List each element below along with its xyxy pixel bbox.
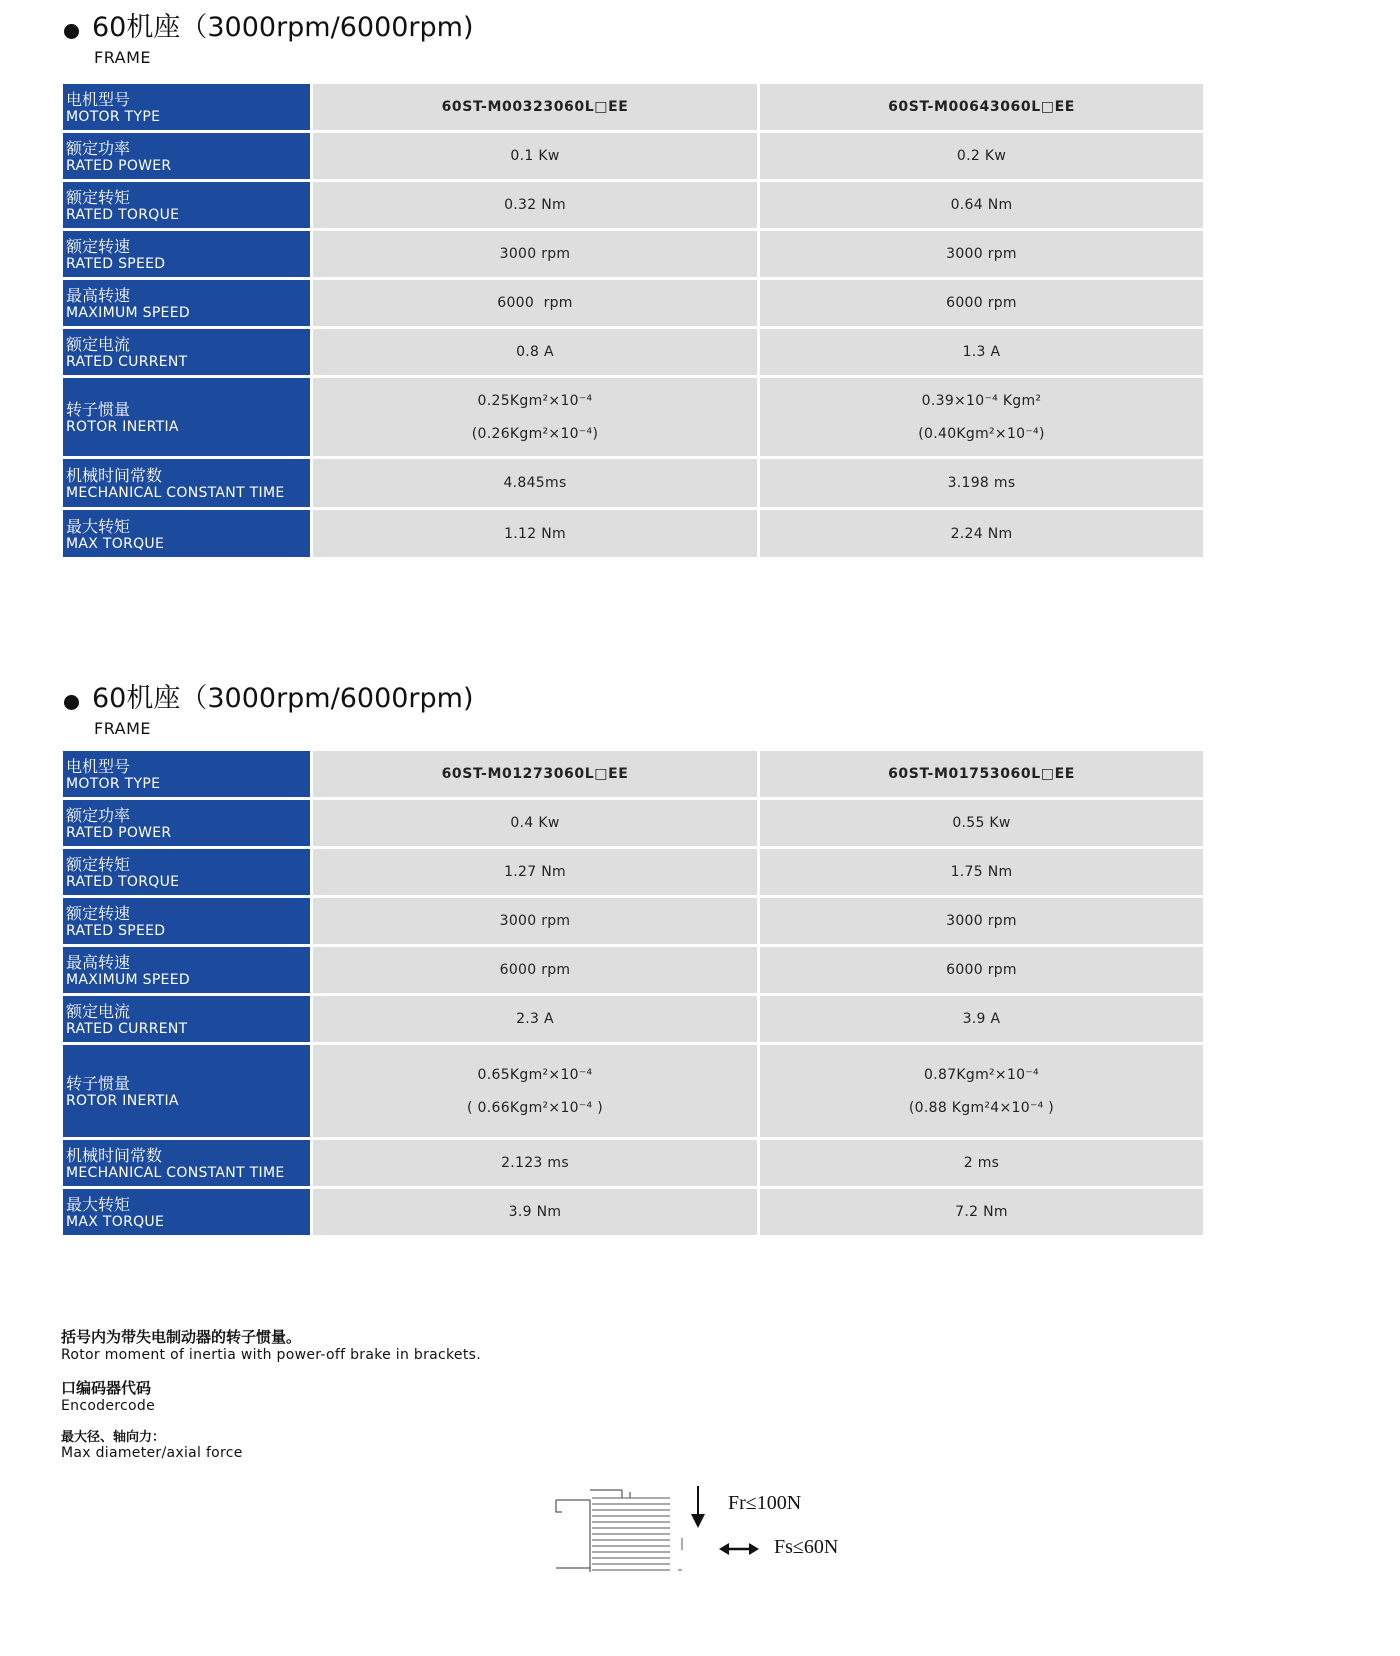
value-cell: 6000 rpm bbox=[313, 947, 757, 993]
value-cell: 6000 rpm bbox=[313, 280, 757, 326]
value-cell: 1.75 Nm bbox=[760, 849, 1203, 895]
table-row bbox=[63, 1140, 1203, 1186]
value-cell: 0.39×10⁻⁴ Kgm² (0.40Kgm²×10⁻⁴) bbox=[760, 378, 1203, 456]
force-note-cn: 最大径、轴向力： bbox=[61, 1430, 166, 1445]
table-row bbox=[63, 280, 1203, 326]
value-cell: 2 ms bbox=[760, 1140, 1203, 1186]
force-note-en: Max diameter/axial force bbox=[61, 1445, 243, 1461]
value-cell: 0.8 A bbox=[313, 329, 757, 375]
section-subtitle: FRAME bbox=[94, 48, 152, 67]
row-label: 机械时间常数 MECHANICAL CONSTANT TIME bbox=[63, 1140, 310, 1186]
table-row bbox=[63, 182, 1203, 228]
row-label: 额定转速 RATED SPEED bbox=[63, 898, 310, 944]
value-cell: 0.2 Kw bbox=[760, 133, 1203, 179]
table-row bbox=[63, 133, 1203, 179]
value-cell: 7.2 Nm bbox=[760, 1189, 1203, 1235]
value-cell: 3000 rpm bbox=[760, 898, 1203, 944]
row-label: 额定功率 RATED POWER bbox=[63, 800, 310, 846]
row-label: 最高转速 MAXIMUM SPEED bbox=[63, 947, 310, 993]
value-cell: 6000 rpm bbox=[760, 280, 1203, 326]
bullet-icon bbox=[64, 24, 79, 39]
value-cell: 3000 rpm bbox=[760, 231, 1203, 277]
model-cell: 60ST-M01273060L□EE bbox=[313, 751, 757, 797]
value-cell: 3.198 ms bbox=[760, 459, 1203, 507]
model-cell: 60ST-M00643060L□EE bbox=[760, 84, 1203, 130]
footnotes bbox=[61, 1326, 661, 1461]
table-row bbox=[63, 849, 1203, 895]
table-row bbox=[63, 329, 1203, 375]
table-row bbox=[63, 751, 1203, 797]
value-cell: 0.1 Kw bbox=[313, 133, 757, 179]
row-label: 额定电流 RATED CURRENT bbox=[63, 329, 310, 375]
table-row bbox=[63, 231, 1203, 277]
arrow-down-icon bbox=[688, 1486, 708, 1530]
value-cell: 0.25Kgm²×10⁻⁴ (0.26Kgm²×10⁻⁴) bbox=[313, 378, 757, 456]
section-title: 60机座（3000rpm/6000rpm) bbox=[92, 683, 474, 714]
table-row bbox=[63, 898, 1203, 944]
value-cell: 3.9 A bbox=[760, 996, 1203, 1042]
section-title: 60机座（3000rpm/6000rpm) bbox=[92, 12, 474, 43]
value-cell: 1.27 Nm bbox=[313, 849, 757, 895]
value-cell: 3000 rpm bbox=[313, 898, 757, 944]
value-cell: 2.123 ms bbox=[313, 1140, 757, 1186]
row-label: 最大转矩 MAX TORQUE bbox=[63, 510, 310, 557]
value-cell: 0.64 Nm bbox=[760, 182, 1203, 228]
value-cell: 3000 rpm bbox=[313, 231, 757, 277]
value-cell: 0.32 Nm bbox=[313, 182, 757, 228]
encoder-note-en: Encodercode bbox=[61, 1398, 155, 1414]
double-arrow-icon bbox=[719, 1541, 759, 1557]
row-label: 额定转速 RATED SPEED bbox=[63, 231, 310, 277]
value-cell: 4.845ms bbox=[313, 459, 757, 507]
row-label: 额定转矩 RATED TORQUE bbox=[63, 849, 310, 895]
table-row bbox=[63, 1045, 1203, 1137]
table-row bbox=[63, 378, 1203, 456]
value-cell: 0.87Kgm²×10⁻⁴ (0.88 Kgm²4×10⁻⁴ ) bbox=[760, 1045, 1203, 1137]
model-cell: 60ST-M00323060L□EE bbox=[313, 84, 757, 130]
row-label: 电机型号 MOTOR TYPE bbox=[63, 751, 310, 797]
value-cell: 1.3 A bbox=[760, 329, 1203, 375]
bullet-icon bbox=[64, 695, 79, 710]
model-cell: 60ST-M01753060L□EE bbox=[760, 751, 1203, 797]
row-label: 最大转矩 MAX TORQUE bbox=[63, 1189, 310, 1235]
section-subtitle: FRAME bbox=[94, 719, 152, 738]
brake-note-en: Rotor moment of inertia with power-off brake in brackets. bbox=[61, 1347, 481, 1363]
row-label: 额定功率 RATED POWER bbox=[63, 133, 310, 179]
row-label: 额定转矩 RATED TORQUE bbox=[63, 182, 310, 228]
value-cell: 2.3 A bbox=[313, 996, 757, 1042]
value-cell: 6000 rpm bbox=[760, 947, 1203, 993]
table-row bbox=[63, 510, 1203, 557]
row-label: 电机型号 MOTOR TYPE bbox=[63, 84, 310, 130]
encoder-note-cn: 口编码器代码 bbox=[61, 1379, 152, 1397]
value-cell: 0.65Kgm²×10⁻⁴ ( 0.66Kgm²×10⁻⁴ ) bbox=[313, 1045, 757, 1137]
row-label: 转子惯量 ROTOR INERTIA bbox=[63, 1045, 310, 1137]
table-row bbox=[63, 947, 1203, 993]
value-cell: 0.55 Kw bbox=[760, 800, 1203, 846]
value-cell: 2.24 Nm bbox=[760, 510, 1203, 557]
radial-force-label: Fr≤100N bbox=[728, 1492, 802, 1514]
row-label: 转子惯量 ROTOR INERTIA bbox=[63, 378, 310, 456]
value-cell: 3.9 Nm bbox=[313, 1189, 757, 1235]
row-label: 最高转速 MAXIMUM SPEED bbox=[63, 280, 310, 326]
axial-force-label: Fs≤60N bbox=[774, 1536, 839, 1558]
value-cell: 0.4 Kw bbox=[313, 800, 757, 846]
row-label: 机械时间常数 MECHANICAL CONSTANT TIME bbox=[63, 459, 310, 507]
shaft-force-diagram bbox=[554, 1486, 874, 1586]
table-row bbox=[63, 996, 1203, 1042]
value-cell: 1.12 Nm bbox=[313, 510, 757, 557]
row-label: 额定电流 RATED CURRENT bbox=[63, 996, 310, 1042]
brake-note-cn: 括号内为带失电制动器的转子惯量。 bbox=[61, 1328, 302, 1346]
table-row bbox=[63, 84, 1203, 130]
table-row bbox=[63, 800, 1203, 846]
motor-shaft-drawing bbox=[554, 1486, 704, 1576]
table-row bbox=[63, 1189, 1203, 1235]
table-row bbox=[63, 459, 1203, 507]
